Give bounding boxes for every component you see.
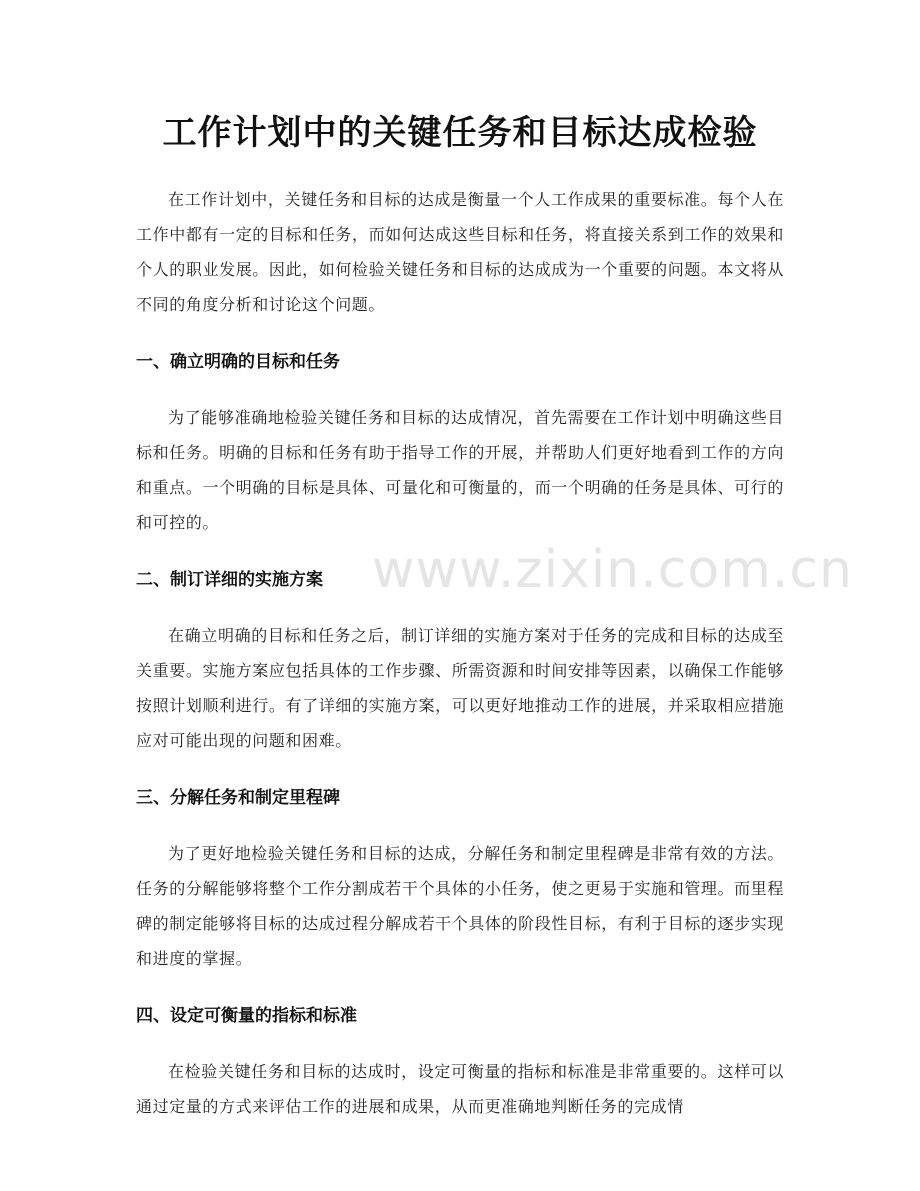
document-body [136,182,784,1124]
section-heading-1: 一、确立明确的目标和任务 [136,352,340,372]
section-paragraph-2: 在确立明确的目标和任务之后，制订详细的实施方案对于任务的完成和目标的达成至关重要。实施方案应包括具体的工作步骤、所需资源和时间安排等因素，以确保工作能够按照计划顺利进行。有了详细的实施方案，可以更好地推动工作的进展，并采取相应措施应对可能出现的问题和困难。 [136,626,784,750]
document-title: 工作计划中的关键任务和目标达成检验 [162,113,758,153]
section-paragraph-1: 为了能够准确地检验关键任务和目标的达成情况，首先需要在工作计划中明确这些目标和任务。明确的目标和任务有助于指导工作的开展，并帮助人们更好地看到工作的方向和重点。一个明确的目标是具体、可量化和可衡量的，而一个明确的任务是具体、可行的和可控的。 [136,408,784,532]
section-paragraph-4: 在检验关键任务和目标的达成时，设定可衡量的指标和标准是非常重要的。这样可以通过定量的方式来评估工作的进展和成果，从而更准确地判断任务的完成情 [136,1062,784,1116]
section-paragraph-3: 为了更好地检验关键任务和目标的达成，分解任务和制定里程碑是非常有效的方法。任务的分解能够将整个工作分割成若干个具体的小任务，使之更易于实施和管理。而里程碑的制定能够将目标的达成过程分解成若干个具体的阶段性目标，有利于目标的逐步实现和进度的掌握。 [136,844,784,968]
intro-paragraph: 在工作计划中，关键任务和目标的达成是衡量一个人工作成果的重要标准。每个人在工作中都有一定的目标和任务，而如何达成这些目标和任务，将直接关系到工作的效果和个人的职业发展。因此，如何检验关键任务和目标的达成成为一个重要的问题。本文将从不同的角度分析和讨论这个问题。 [136,190,784,314]
section-heading-2: 二、制订详细的实施方案 [136,570,323,590]
section-heading-4: 四、设定可衡量的指标和标准 [136,1006,357,1026]
section-heading-3: 三、分解任务和制定里程碑 [136,788,340,808]
watermark: www.zixin.com.cn [372,540,853,600]
